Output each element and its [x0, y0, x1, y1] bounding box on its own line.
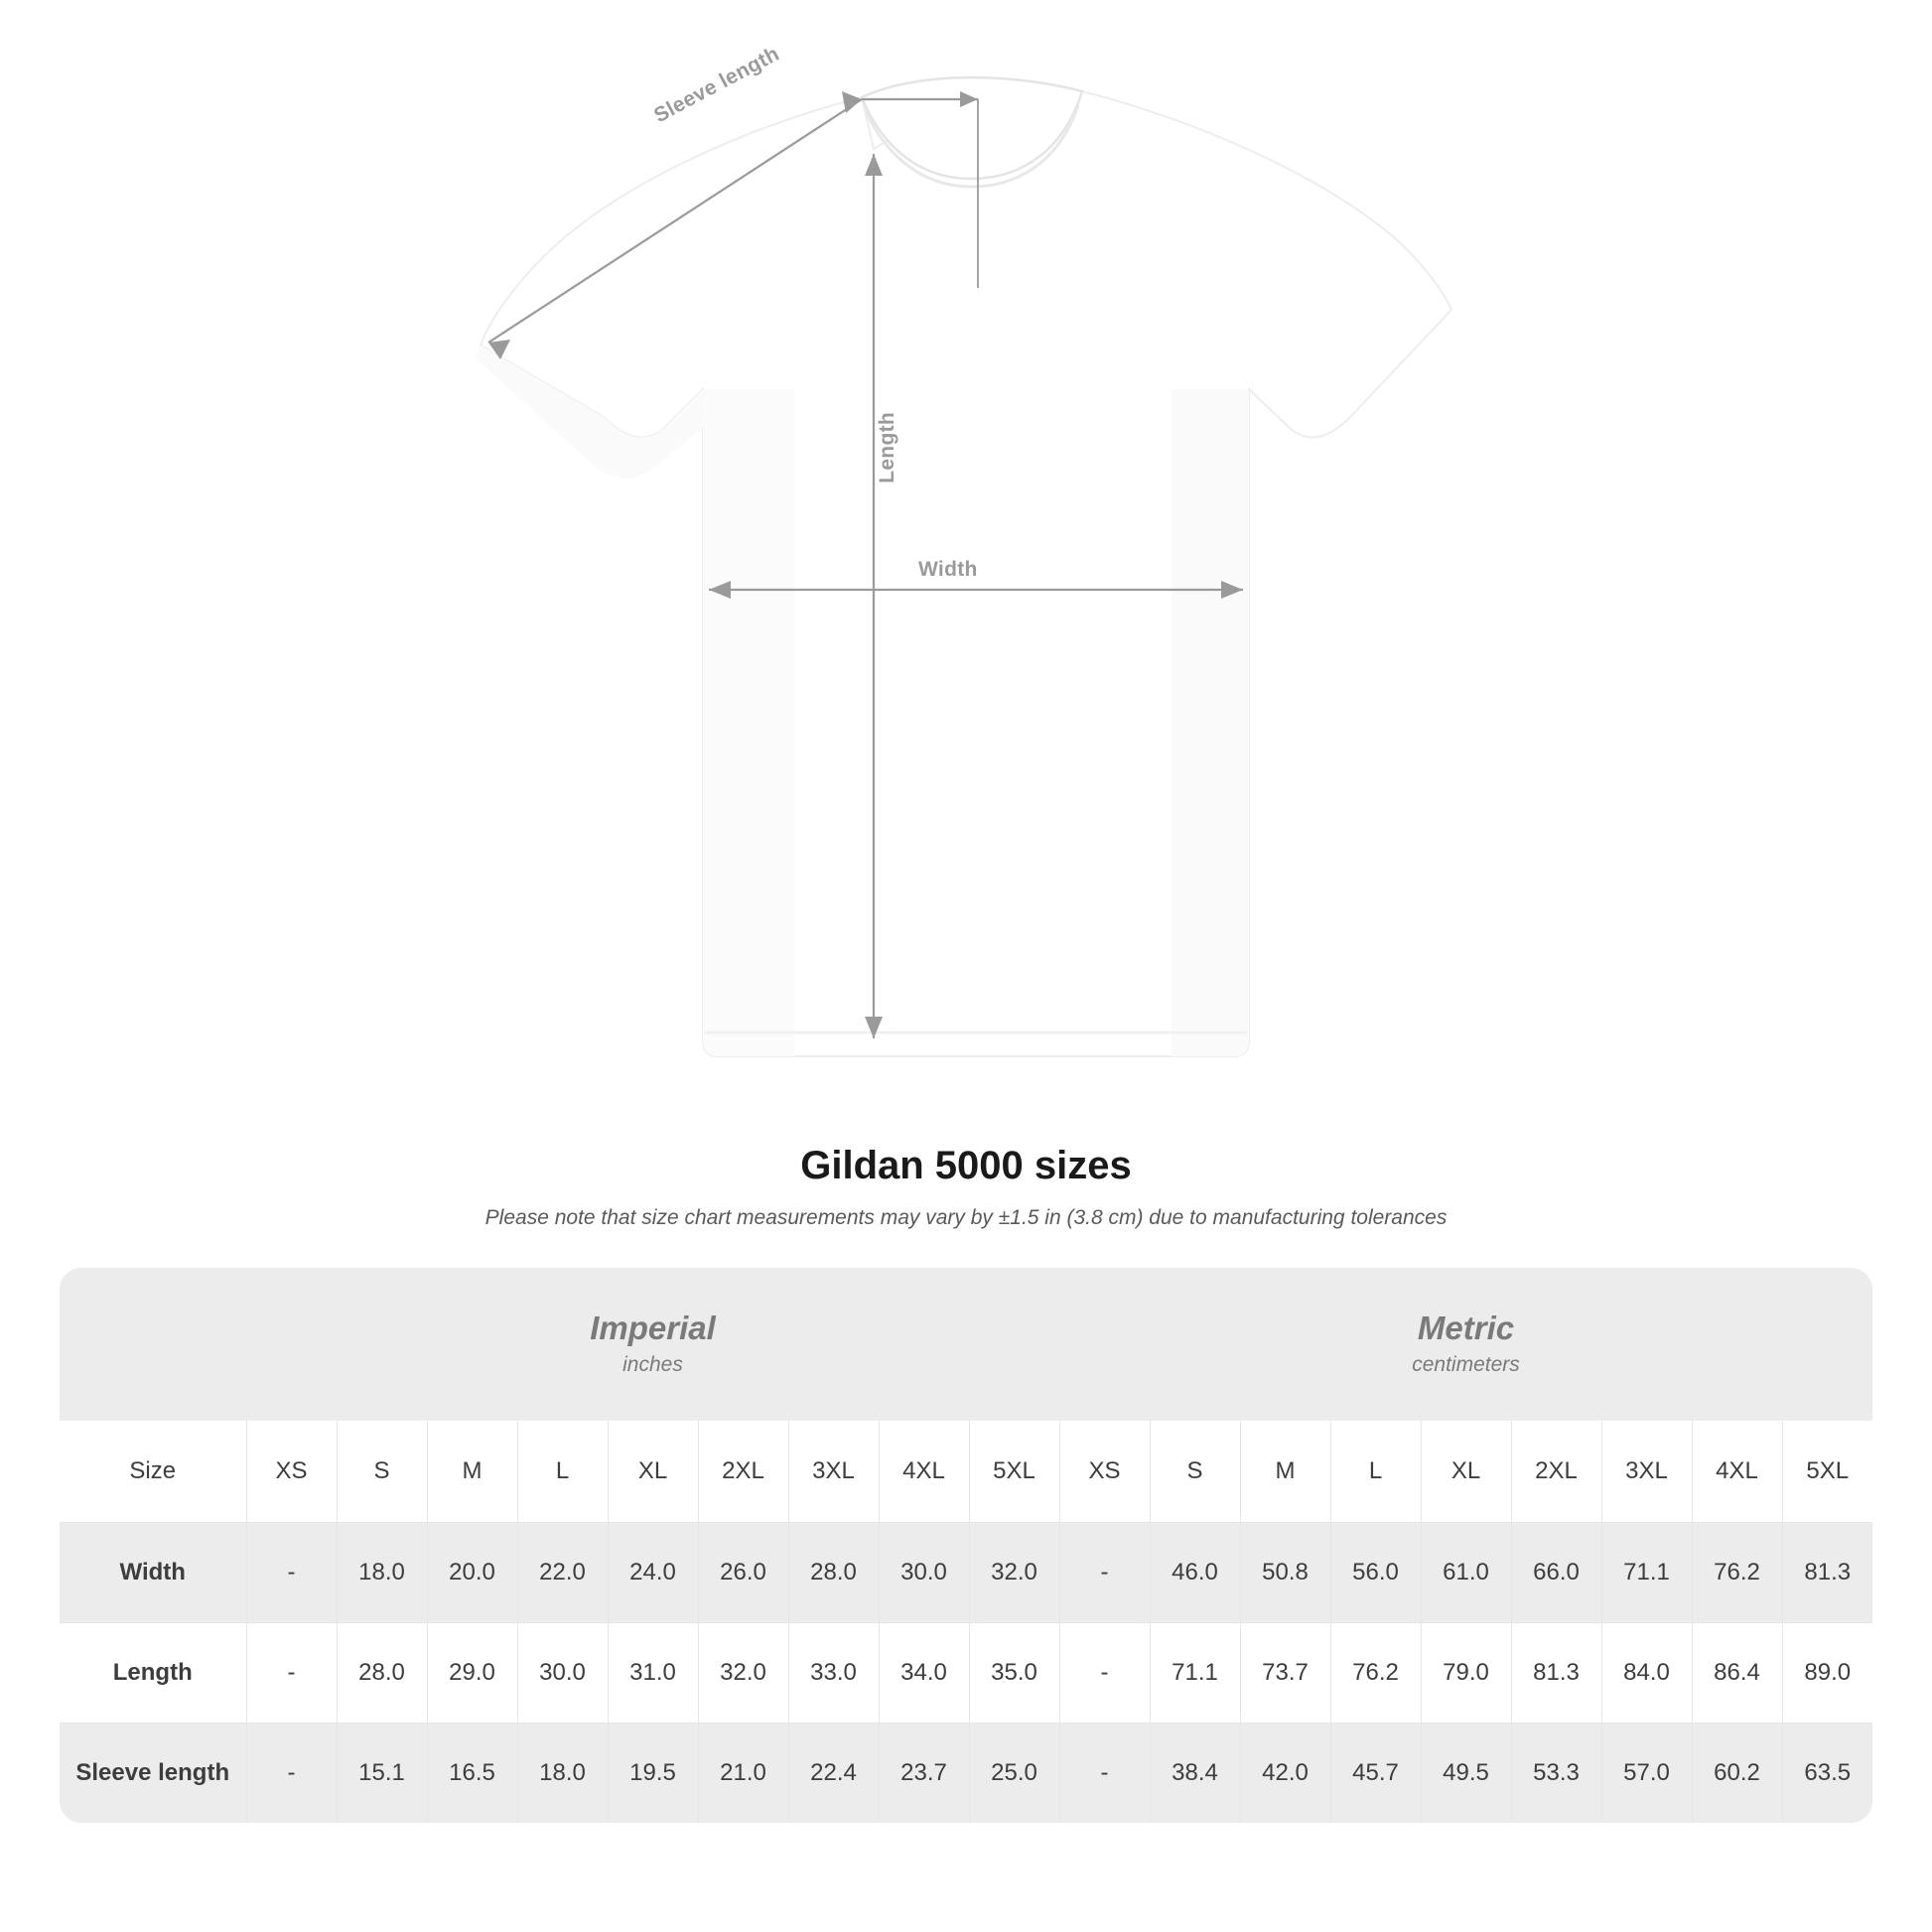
header-imperial-m: M [427, 1421, 517, 1523]
cell-width-metric-xl: 61.0 [1421, 1523, 1511, 1623]
cell-sleeve-metric-m: 42.0 [1240, 1724, 1330, 1824]
cell-width-imperial-s: 18.0 [337, 1523, 427, 1623]
cell-sleeve-metric-s: 38.4 [1150, 1724, 1240, 1824]
unit-group-imperial [246, 1268, 1059, 1421]
cell-width-imperial-4xl: 30.0 [879, 1523, 969, 1623]
cell-width-metric-xs: - [1059, 1523, 1150, 1623]
size-chart-table [60, 1268, 1872, 1823]
cell-length-imperial-4xl: 34.0 [879, 1623, 969, 1724]
header-metric-3xl: 3XL [1601, 1421, 1692, 1523]
unit-spacer [60, 1268, 246, 1421]
header-metric-l: L [1330, 1421, 1421, 1523]
length-dimension-label: Length [876, 412, 898, 483]
cell-length-metric-s: 71.1 [1150, 1623, 1240, 1724]
cell-length-metric-l: 76.2 [1330, 1623, 1421, 1724]
header-size: Size [60, 1421, 246, 1523]
cell-sleeve-metric-3xl: 57.0 [1601, 1724, 1692, 1824]
cell-length-imperial-xs: - [246, 1623, 337, 1724]
cell-length-imperial-5xl: 35.0 [969, 1623, 1059, 1724]
sleeve-length-dimension-label: Sleeve length [650, 42, 783, 128]
cell-width-imperial-5xl: 32.0 [969, 1523, 1059, 1623]
header-imperial-s: S [337, 1421, 427, 1523]
cell-sleeve-metric-xs: - [1059, 1724, 1150, 1824]
cell-sleeve-imperial-l: 18.0 [517, 1724, 608, 1824]
table-row [60, 1523, 1872, 1623]
cell-sleeve-imperial-3xl: 22.4 [788, 1724, 879, 1824]
cell-width-imperial-xs: - [246, 1523, 337, 1623]
cell-length-imperial-3xl: 33.0 [788, 1623, 879, 1724]
cell-length-imperial-m: 29.0 [427, 1623, 517, 1724]
cell-width-metric-s: 46.0 [1150, 1523, 1240, 1623]
cell-sleeve-imperial-xs: - [246, 1724, 337, 1824]
header-metric-2xl: 2XL [1511, 1421, 1601, 1523]
cell-width-metric-2xl: 66.0 [1511, 1523, 1601, 1623]
unit-group-row [60, 1268, 1872, 1421]
header-metric-4xl: 4XL [1692, 1421, 1782, 1523]
cell-sleeve-metric-xl: 49.5 [1421, 1724, 1511, 1824]
tolerance-note: Please note that size chart measurements may vary by ±1.5 in (3.8 cm) due to manufacturing tolerances [484, 1206, 1448, 1229]
cell-length-metric-xl: 79.0 [1421, 1623, 1511, 1724]
header-imperial-4xl: 4XL [879, 1421, 969, 1523]
cell-length-imperial-2xl: 32.0 [698, 1623, 788, 1724]
cell-length-metric-m: 73.7 [1240, 1623, 1330, 1724]
cell-length-metric-3xl: 84.0 [1601, 1623, 1692, 1724]
cell-length-metric-4xl: 86.4 [1692, 1623, 1782, 1724]
cell-length-imperial-s: 28.0 [337, 1623, 427, 1724]
cell-width-imperial-3xl: 28.0 [788, 1523, 879, 1623]
cell-sleeve-imperial-2xl: 21.0 [698, 1724, 788, 1824]
cell-sleeve-imperial-s: 15.1 [337, 1724, 427, 1824]
width-dimension-label: Width [918, 558, 978, 581]
cell-sleeve-imperial-m: 16.5 [427, 1724, 517, 1824]
cell-length-imperial-xl: 31.0 [608, 1623, 698, 1724]
cell-width-metric-4xl: 76.2 [1692, 1523, 1782, 1623]
cell-width-imperial-xl: 24.0 [608, 1523, 698, 1623]
table-header-row [60, 1421, 1872, 1523]
table-row [60, 1724, 1872, 1824]
cell-sleeve-metric-l: 45.7 [1330, 1724, 1421, 1824]
cell-sleeve-metric-4xl: 60.2 [1692, 1724, 1782, 1824]
cell-sleeve-metric-2xl: 53.3 [1511, 1724, 1601, 1824]
header-metric-xs: XS [1059, 1421, 1150, 1523]
row-label-length: Length [60, 1623, 246, 1724]
cell-sleeve-metric-5xl: 63.5 [1782, 1724, 1872, 1824]
unit-group-metric-sub: centimeters [1412, 1352, 1520, 1376]
cell-width-metric-3xl: 71.1 [1601, 1523, 1692, 1623]
header-imperial-xs: XS [246, 1421, 337, 1523]
cell-width-metric-m: 50.8 [1240, 1523, 1330, 1623]
cell-sleeve-imperial-xl: 19.5 [608, 1724, 698, 1824]
cell-width-metric-l: 56.0 [1330, 1523, 1421, 1623]
cell-length-metric-2xl: 81.3 [1511, 1623, 1601, 1724]
unit-group-metric [1059, 1268, 1872, 1421]
cell-length-metric-5xl: 89.0 [1782, 1623, 1872, 1724]
cell-length-metric-xs: - [1059, 1623, 1150, 1724]
row-label-width: Width [60, 1523, 246, 1623]
header-metric-5xl: 5XL [1782, 1421, 1872, 1523]
size-chart-table-wrapper [60, 1268, 1872, 1823]
cell-width-imperial-2xl: 26.0 [698, 1523, 788, 1623]
cell-length-imperial-l: 30.0 [517, 1623, 608, 1724]
size-chart-heading [0, 1144, 1932, 1230]
cell-width-imperial-m: 20.0 [427, 1523, 517, 1623]
header-imperial-2xl: 2XL [698, 1421, 788, 1523]
unit-group-imperial-sub: inches [622, 1352, 683, 1376]
header-imperial-5xl: 5XL [969, 1421, 1059, 1523]
page-title: Gildan 5000 sizes [800, 1144, 1132, 1187]
cell-width-imperial-l: 22.0 [517, 1523, 608, 1623]
unit-group-metric-name: Metric [1417, 1309, 1515, 1346]
table-row [60, 1623, 1872, 1724]
row-label-sleeve-length: Sleeve length [60, 1724, 246, 1824]
cell-width-metric-5xl: 81.3 [1782, 1523, 1872, 1623]
header-imperial-l: L [517, 1421, 608, 1523]
header-imperial-xl: XL [608, 1421, 698, 1523]
header-metric-s: S [1150, 1421, 1240, 1523]
cell-sleeve-imperial-4xl: 23.7 [879, 1724, 969, 1824]
header-imperial-3xl: 3XL [788, 1421, 879, 1523]
header-metric-xl: XL [1421, 1421, 1511, 1523]
cell-sleeve-imperial-5xl: 25.0 [969, 1724, 1059, 1824]
unit-group-imperial-name: Imperial [590, 1309, 716, 1346]
header-metric-m: M [1240, 1421, 1330, 1523]
